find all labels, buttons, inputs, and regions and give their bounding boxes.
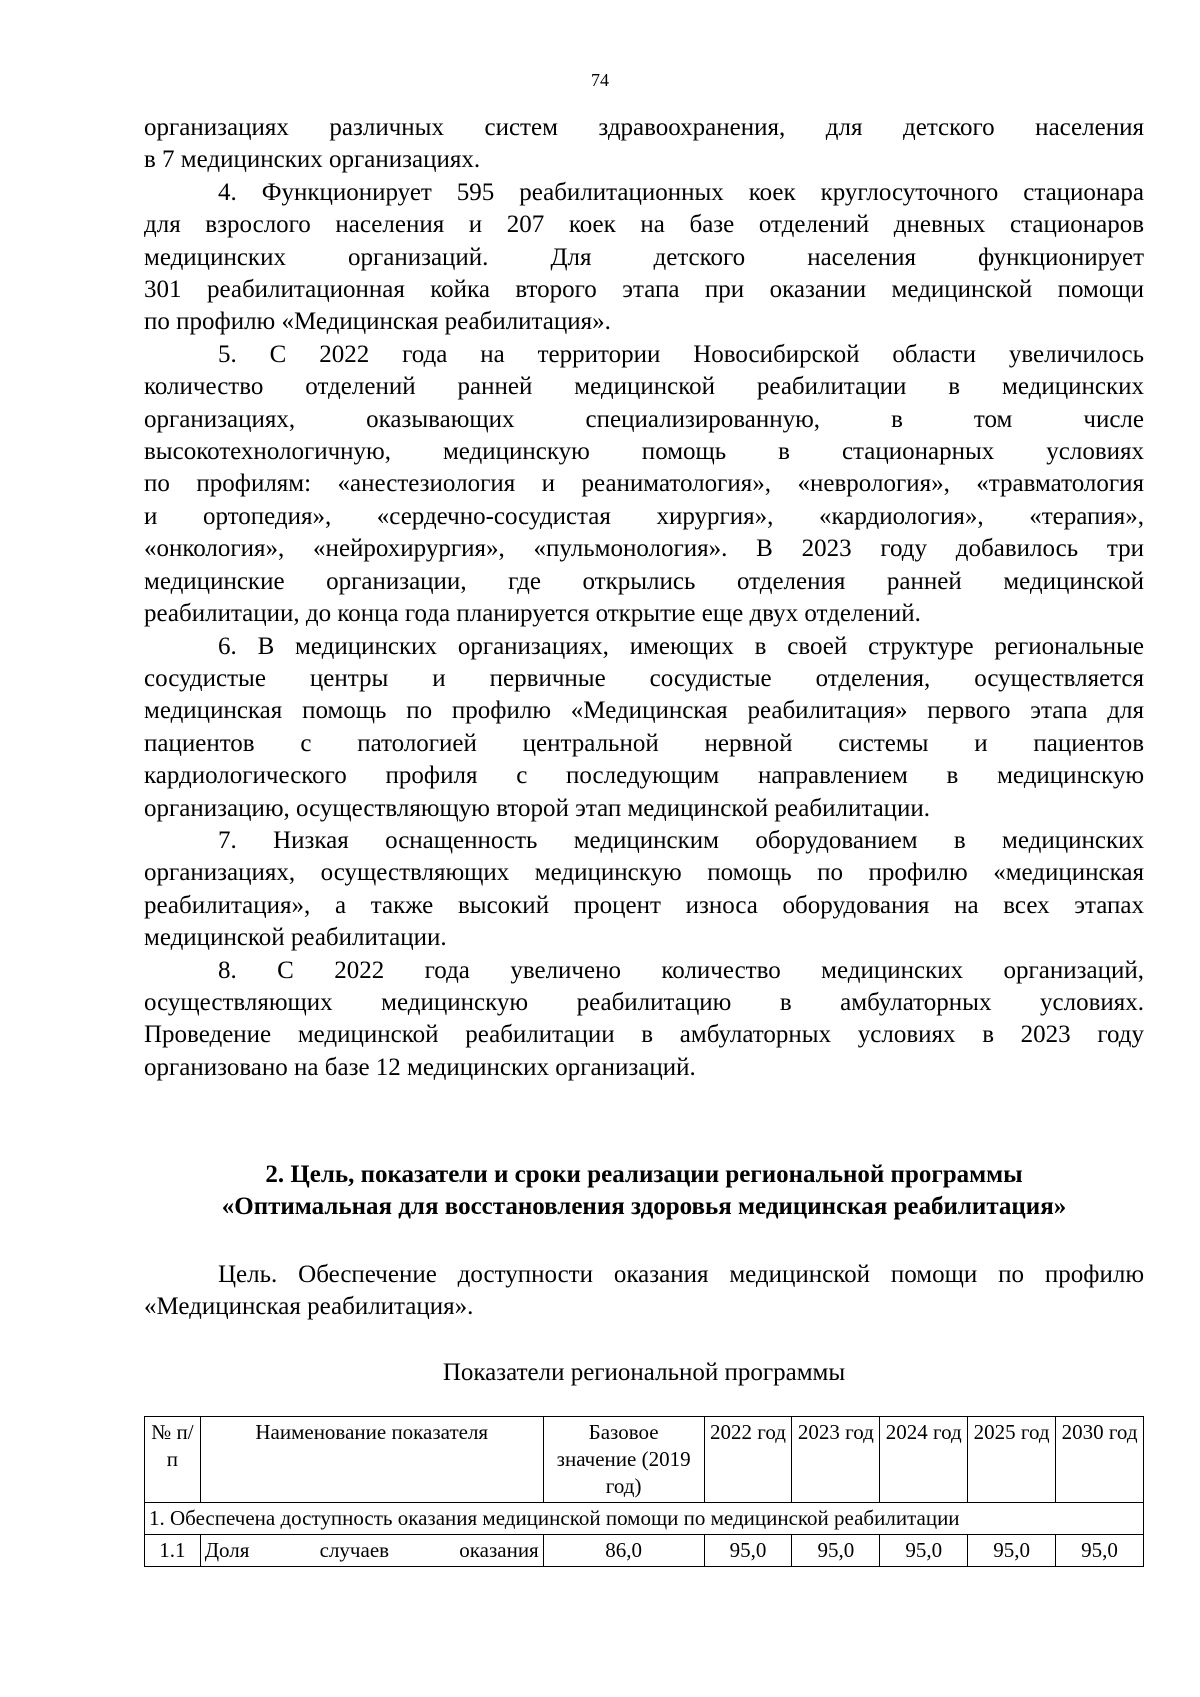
- section-heading: [144, 1159, 1144, 1224]
- text-line: кардиологического профиля с последующим направлением в медицинскую: [144, 762, 1144, 790]
- text-line: 301 реабилитационная койка второго этапа при оказании медицинской помощи: [144, 276, 1144, 304]
- text-line: Проведение медицинской реабилитации в амбулаторных условиях в 2023 году: [144, 1021, 1144, 1049]
- text-line: медицинская помощь по профилю «Медицинская реабилитация» первого этапа для: [144, 697, 1144, 725]
- header-num: № п/п: [145, 1417, 201, 1503]
- goal-paragraph: Цель. Обеспечение доступности оказания медицинской помощи по профилю «Медицинская реабилитация».: [144, 1261, 1144, 1321]
- text-line: организациях различных систем здравоохранения, для детского населения: [144, 114, 1144, 141]
- text-line: 5. С 2022 года на территории Новосибирской области увеличилось: [218, 340, 1144, 368]
- header-year-2024: 2024 год: [880, 1417, 968, 1503]
- paragraph-item-4-line: [144, 209, 1144, 241]
- paragraph-item-8-line: [144, 1019, 1144, 1051]
- paragraph-item-5-line: [144, 566, 1144, 598]
- paragraph-item-5-line: [144, 501, 1144, 533]
- section-heading-line-1: 2. Цель, показатели и сроки реализации региональной программы: [265, 1161, 1023, 1188]
- header-year-2023: 2023 год: [792, 1417, 880, 1503]
- row-value-2025: 95,0: [968, 1535, 1056, 1567]
- paragraph-item-5-line: [144, 533, 1144, 565]
- paragraph-item-5-line: [144, 404, 1144, 436]
- row-num: 1.1: [145, 1535, 201, 1567]
- paragraph-item-4: [144, 177, 1144, 209]
- text-line: организацию, осуществляющую второй этап медицинской реабилитации.: [144, 794, 931, 822]
- text-line: количество отделений ранней медицинской реабилитации в медицинских: [144, 373, 1144, 401]
- text-line: в 7 медицинских организациях.: [144, 146, 481, 174]
- paragraph-item-6-line: [144, 728, 1144, 760]
- header-name: Наименование показателя: [200, 1417, 543, 1503]
- paragraph-item-5-line: [144, 598, 1144, 630]
- text-line: сосудистые центры и первичные сосудистые отделения, осуществляется: [144, 664, 1144, 692]
- paragraph-item-8: [144, 955, 1144, 987]
- paragraph-item-4-line: [144, 274, 1144, 306]
- row-value-2023: 95,0: [792, 1535, 880, 1567]
- text-line: 6. В медицинских организациях, имеющих в своей структуре региональные: [218, 632, 1144, 660]
- paragraph-item-7-line: [144, 857, 1144, 889]
- section-heading-line-2: «Оптимальная для восстановления здоровья медицинская реабилитация»: [221, 1193, 1067, 1221]
- paragraph-item-7-line: [144, 922, 1144, 954]
- row-base: 86,0: [543, 1535, 704, 1567]
- paragraph-item-5: [144, 339, 1144, 371]
- paragraph-item-6-line: [144, 695, 1144, 727]
- text-line: организациях, осуществляющих медицинскую помощь по профилю «медицинская: [144, 859, 1144, 887]
- header-year-2025: 2025 год: [968, 1417, 1056, 1503]
- indicators-table: [144, 1416, 1144, 1567]
- text-line: по профилю «Медицинская реабилитация».: [144, 308, 611, 336]
- table-title: Показатели региональной программы: [442, 1359, 846, 1386]
- text-line: 4. Функционирует 595 реабилитационных коек круглосуточного стационара: [218, 178, 1144, 206]
- text-line: 7. Низкая оснащенность медицинским оборудованием в медицинских: [218, 826, 1144, 854]
- text-line: для взрослого населения и 207 коек на базе отделений дневных стационаров: [144, 211, 1144, 239]
- text-line: «онкология», «нейрохирургия», «пульмонология». В 2023 году добавилось три: [144, 535, 1144, 563]
- text-line: пациентов с патологией центральной нервной системы и пациентов: [144, 729, 1144, 757]
- table-header-row: [145, 1417, 1144, 1503]
- row-value-2024: 95,0: [880, 1535, 968, 1567]
- row-value-2030: 95,0: [1056, 1535, 1144, 1567]
- paragraph-item-6-line: [144, 760, 1144, 792]
- text-line: организациях, оказывающих специализированную, в том числе: [144, 405, 1144, 433]
- body-text: [144, 112, 1144, 1084]
- paragraph-item-6: [144, 631, 1144, 663]
- paragraph-intro-continuation-end: [144, 144, 1144, 176]
- paragraph-item-5-line: [144, 436, 1144, 468]
- paragraph-item-4-line: [144, 242, 1144, 274]
- text-line: 8. С 2022 года увеличено количество медицинских организаций,: [218, 956, 1144, 984]
- group-cell: 1. Обеспечена доступность оказания медицинской помощи по медицинской реабилитации: [145, 1503, 1144, 1535]
- text-line: организовано на базе 12 медицинских организаций.: [144, 1053, 696, 1081]
- text-line: и ортопедия», «сердечно-сосудистая хирургия», «кардиология», «терапия»,: [144, 502, 1144, 530]
- paragraph-item-8-line: [144, 987, 1144, 1019]
- row-name: Доля случаев оказания: [200, 1535, 543, 1567]
- paragraph-item-6-line: [144, 663, 1144, 695]
- row-value-2022: 95,0: [704, 1535, 792, 1567]
- text-line: реабилитация», а также высокий процент износа оборудования на всех этапах: [144, 891, 1144, 919]
- header-year-2022: 2022 год: [704, 1417, 792, 1503]
- text-line: осуществляющих медицинскую реабилитацию в амбулаторных условиях.: [144, 988, 1144, 1016]
- page-number: 74: [591, 70, 609, 90]
- paragraph-intro-continuation: [144, 112, 1144, 144]
- paragraph-item-5-line: [144, 371, 1144, 403]
- table-row: [145, 1535, 1144, 1567]
- paragraph-item-7: [144, 825, 1144, 857]
- header-base: Базовое значение (2019 год): [543, 1417, 704, 1503]
- text-line: медицинской реабилитации.: [144, 924, 447, 952]
- paragraph-item-6-line: [144, 793, 1144, 825]
- text-line: по профилям: «анестезиология и реаниматология», «неврология», «травматология: [144, 470, 1144, 498]
- text-line: высокотехнологичную, медицинскую помощь в стационарных условиях: [144, 438, 1144, 466]
- text-line: медицинские организации, где открылись отделения ранней медицинской: [144, 567, 1144, 595]
- table-group-row: [145, 1503, 1144, 1535]
- paragraph-item-7-line: [144, 890, 1144, 922]
- paragraph-item-5-line: [144, 468, 1144, 500]
- paragraph-item-4-line: [144, 306, 1144, 338]
- paragraph-item-8-line: [144, 1052, 1144, 1084]
- text-line: медицинских организаций. Для детского населения функционирует: [144, 243, 1144, 271]
- header-year-2030: 2030 год: [1056, 1417, 1144, 1503]
- text-line: реабилитации, до конца года планируется открытие еще двух отделений.: [144, 600, 921, 628]
